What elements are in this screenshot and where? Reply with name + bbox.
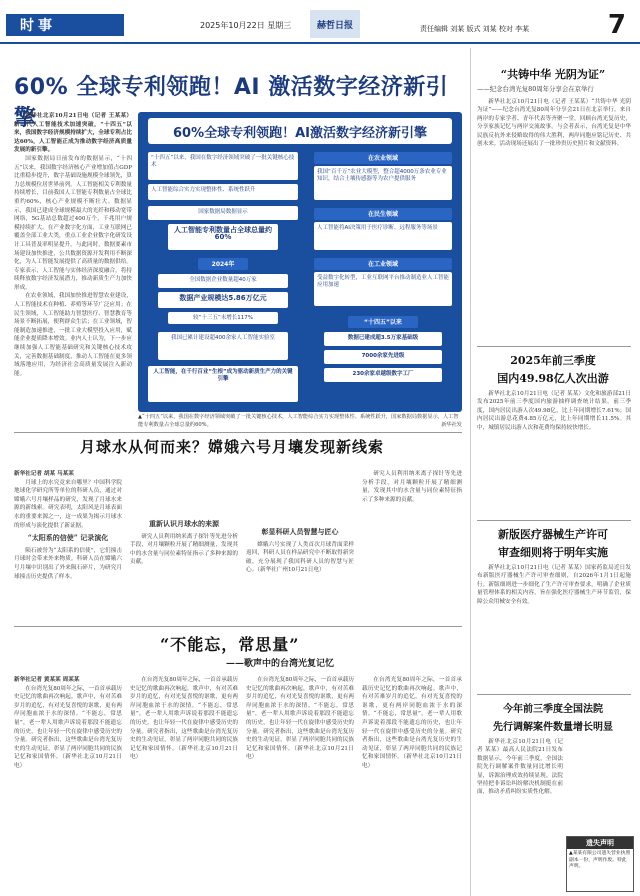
ig-left-item-4: 2024年 [198, 258, 248, 270]
ig-left-item-0: “十四五”以来，我国在数字经济领域突破了一批关键核心技术 [148, 152, 298, 180]
article3-text: 新华社北京10月21日电（记者 某某）国家药监局近日发布新版医疗器械生产许可审查细则，自2026年1月1日起施行。新版细则进一步细化了生产许可审查要求，明确了企业质量管理体系的相关内容，旨在强化医疗器械生产环节监管，保障公众用械安全有效。 [477, 565, 631, 605]
moon-headline: 月球水从何而来？嫦娥六号月壤发现新线索 [80, 438, 385, 456]
ig-left-item-8: 我国已累计建设超400余家人工智能实验室 [158, 332, 288, 360]
article1-body [477, 98, 631, 342]
article4-title-line2: 先行调解案件数量增长明显 [493, 722, 613, 733]
song-body: 在台湾光复80周年之际，一首首承载历史记忆的歌曲再次响起。歌声中，有对苦难岁月的追忆，有对光复喜悦的讴歌，更有两岸同胞血浓于水的深情。“不能忘，常思量”，老一辈人用歌声诉说着那段不能遗忘的历史，也让年轻一代在旋律中感受历史的分量。研究者指出，这些歌曲是台湾光复历史的生动见证，彰显了两岸同胞共同的民族记忆和家国情怀。（新华社北京10月21日电） [14, 685, 122, 769]
divider [14, 432, 462, 433]
moon-sub1: “太阳系的信使” 记录演化 [27, 533, 109, 543]
article2-title-line1: 2025年前三季度 [510, 354, 596, 367]
ig-head-industry: 在工业领域 [314, 258, 452, 270]
notice-title: 遗失声明 [567, 837, 633, 849]
ig-left-item-1: 人工智能综合实力实现整体性、系统性跃升 [148, 184, 298, 200]
article3-title-line2: 审查细则将于明年实施 [498, 546, 608, 559]
moon-sub3: 彰显科研人员智慧与匠心 [261, 527, 339, 536]
moon-col1 [14, 470, 122, 620]
ig-right-item-0: 我国“百千万”农业大模型，整合超4000万条农业专业知识，结合土壤传感器等为农户提供服务 [314, 166, 452, 200]
ig-right-item-3: 数据已建成超3.5万家基础级 [324, 332, 442, 346]
ig-left-item-6: 数据产业规模达5.86万亿元 [158, 292, 288, 308]
ig-head-14th-plan: “十四五”以来 [348, 316, 418, 328]
song-col4 [362, 676, 462, 890]
main-article-col1 [14, 112, 132, 432]
newspaper-logo [310, 10, 360, 38]
ig-left-item-2: 国家数据局数据显示 [148, 206, 298, 220]
ig-left-item-7: 较“十三五”末增长117% [168, 312, 278, 324]
divider [477, 694, 631, 695]
main-body-2: 在农业领域，我国加快推进智慧农业建设，人工智能技术在种植、养殖等环节广泛应用；在民生领域，人工智能助力智慧医疗、智慧教育等场景不断拓展，便利群众生活；在工业领域，智能制造加速推进，一批工业大模型投入应用，赋能企业提质降本增效。业内人士认为，下一步应继续加强人工智能基础研究和关键核心技术攻关，完善数据基础制度，推动人工智能在更多领域落地应用，为经济社会高质量发展注入新动能。 [14, 293, 132, 377]
article4-title-line1: 今年前三季度全国法院 [503, 704, 603, 715]
song-body-2: 在台湾光复80周年之际，一首首承载历史记忆的歌曲再次响起。歌声中，有对苦难岁月的追忆，有对光复喜悦的讴歌，更有两岸同胞血浓于水的深情。“不能忘，常思量”，老一辈人用歌声诉说着那段不能遗忘的历史，也让年轻一代在旋律中感受历史的分量。研究者指出，这些歌曲是台湾光复历史的生动见证，彰显了两岸同胞共同的民族记忆和家国情怀。（新华社北京10月21日电） [130, 677, 238, 761]
article4-body [477, 738, 563, 888]
logo-text: 赫哲日报 [316, 21, 353, 31]
article4-text: 新华社北京10月21日电（记者 某某）最高人民法院21日发布数据显示，今年前三季度，全国法院先行调解案件数量同比增长明显，诉源治理成效持续显现。法院坚持把非诉讼纠纷解决机制挺在前面，推动矛盾纠纷实质性化解。 [477, 739, 563, 796]
moon-sub2: 重新认识月球水的来源 [149, 519, 219, 528]
song-col2 [130, 676, 238, 890]
infographic-caption [138, 414, 462, 429]
divider [477, 346, 631, 347]
article2-text: 新华社北京10月21日电（记者 某某）文化和旅游部21日发布2025年前三季度国内旅游抽样调查统计结果。前三季度，国内居民出游人次49.98亿，比上年同期增长7.61%；国内居民出游总花费4.85万亿元，比上年同期增长11.5%。其中，城镇居民出游人次和花费均保持较快增长。 [477, 391, 631, 431]
moon-body4-cont: 研究人员利用纳米离子探针等先进分析手段，对月壤颗粒开展了精细测量，发现其中的水含量与同位素特征指示了多种来源的贡献。 [362, 471, 462, 503]
moon-body2: 陨石被誉为“太阳系的信使”，它们撞击月球时会带来外来物质。科研人员在嫦娥六号月壤中识别出了外来陨石碎片，为研究月球撞击历史提供了样本。 [14, 547, 122, 580]
article1-subtitle: ——纪念台湾光复80周年分享会在京举行 [477, 85, 594, 93]
lost-notice [566, 836, 634, 892]
infographic-title: 60%全球专利领跑！AI激活数字经济新引擎 [148, 118, 452, 144]
song-byline: 新华社记者 黄某某 周某某 [14, 677, 80, 683]
main-headline: 60% 全球专利领跑！AI 激活数字经济新引擎 [14, 75, 449, 131]
song-body-3: 在台湾光复80周年之际，一首首承载历史记忆的歌曲再次响起。歌声中，有对苦难岁月的追忆，有对光复喜悦的讴歌，更有两岸同胞血浓于水的深情。“不能忘，常思量”，老一辈人用歌声诉说着那段不能遗忘的历史，也让年轻一代在旋律中感受历史的分量。研究者指出，这些歌曲是台湾光复历史的生动见证，彰显了两岸同胞共同的民族记忆和家国情怀。（新华社北京10月21日电） [246, 677, 354, 761]
ig-left-item-5: 全国数据企业数量超40万家 [158, 274, 288, 288]
ig-right-item-4: 7000余家先进级 [324, 350, 442, 364]
header-date: 2025年10月22日 星期三 [200, 21, 292, 30]
ig-head-agriculture: 在农业领域 [314, 152, 452, 164]
article3-body [477, 564, 631, 690]
moon-body: 月球上的水究竟来自哪里？中国科学院地球化学研究所等单位的科研人员，通过对嫦娥六号月壤样品的研究，发现了月球水来源的新线索。研究表明，太阳风是月球表面水的重要来源之一，这一成果为揭示月球水的形成与演化提供了新证据。 [14, 479, 122, 529]
ig-head-livelihood: 在民生领域 [314, 208, 452, 220]
moon-col4 [362, 470, 462, 620]
moon-body3: 研究人员利用纳米离子探针等先进分析手段，对月壤颗粒开展了精细测量，发现其中的水含量与同位素特征指示了多种来源的贡献。 [130, 533, 238, 566]
article2-body [477, 390, 631, 516]
ig-left-item-3: 人工智能专利数量占全球总量约60% [168, 224, 278, 250]
right-column [470, 48, 634, 896]
moon-col3 [246, 470, 354, 620]
song-headline: “不能忘，常思量” [160, 635, 300, 654]
divider [477, 520, 631, 521]
article3-title-line1: 新版医疗器械生产许可 [498, 528, 608, 541]
page-number: 7 [607, 10, 626, 40]
editor-credits: 责任编辑 刘某 版式 刘某 校对 李某 [420, 25, 530, 33]
ig-right-item-5: 230余家卓越级数字工厂 [324, 368, 442, 382]
infographic [138, 112, 462, 412]
song-subhead: ——歌声中的台湾光复记忆 [226, 659, 335, 669]
song-body-4: 在台湾光复80周年之际，一首首承载历史记忆的歌曲再次响起。歌声中，有对苦难岁月的追忆，有对光复喜悦的讴歌，更有两岸同胞血浓于水的深情。“不能忘，常思量”，老一辈人用歌声诉说着那段不能遗忘的历史，也让年轻一代在旋律中感受历史的分量。研究者指出，这些歌曲是台湾光复历史的生动见证，彰显了两岸同胞共同的民族记忆和家国情怀。（新华社北京10月21日电） [362, 677, 462, 769]
main-lead: 新华社北京10月21日电（记者 王某某）新一代人工智能技术加速突破，“十四五”以来，我国数字经济规模持续扩大，全球专利占比达60%，人工智能正成为推动数字经济高质量发展的新引擎。 [14, 113, 132, 154]
divider [14, 626, 462, 627]
article2-title-line2: 国内49.98亿人次出游 [497, 372, 609, 385]
moon-col2 [130, 470, 238, 620]
ig-right-item-2: 受益数字化转型，工业互联网平台推动制造业人工智能应用加速 [314, 272, 452, 306]
song-col3 [246, 676, 354, 890]
masthead [0, 0, 640, 44]
main-body-1: 国家数据局日前发布的数据显示，“十四五”以来，我国数字经济核心产业增加值占GDP比重稳步提升，数字基础设施规模全球领先，算力总规模位居世界前列。人工智能相关专利数量持续增长，目前我国人工智能专利数量占全球比重约60%，核心产业规模不断壮大。数据显示，我国已建成全球规模最大的光纤和移动宽带网络，5G基站总数超过400万个，千兆用户规模持续扩大。在产业数字化方面，工业互联网已覆盖全部工业大类，重点工业企业数字化研发设计工具普及率明显提升。与此同时，数据要素市场建设加快推进，公共数据资源开发利用不断深化，为人工智能发展提供了高质量的数据供给。专家表示，人工智能与实体经济深度融合，将持续释放数字经济发展潜力，推动新质生产力加快形成。 [14, 155, 132, 291]
caption-text: ▲“十四五”以来，我国在数字经济领域突破了一批关键核心技术，人工智能综合实力实现整体性、系统性跃升，国家数据局数据显示，人工智能专利数量占全球总量约60%。 [138, 414, 459, 428]
article1-text: 新华社北京10月21日电（记者 王某某）“共铸中华 光阴为证”——纪念台湾光复80周年分享会21日在北京举行。来自两岸的专家学者、青年代表等齐聚一堂，回顾台湾光复历史，分享家族记忆与两岸交流故事。与会者表示，台湾光复是中华民族反抗外来侵略取得的伟大胜利，两岸同胞应铭记历史、共创未来。活动现场还展出了一批珍贵历史照片和文献资料。 [477, 99, 631, 148]
notice-body: ▲某某有限公司遗失营业执照副本一份，声明作废。特此声明。 [569, 851, 631, 870]
section-tab: 时事 [6, 14, 124, 36]
moon-body4: 嫦娥六号实现了人类首次月球背面采样返回，科研人员在样品研究中不断取得新突破，充分展现了我国科研人员的智慧与匠心。（新华社广州10月21日电） [246, 541, 354, 574]
song-col1 [14, 676, 122, 890]
article1-title: “共铸中华 光阴为证” [500, 68, 606, 81]
caption-credit: 新华社发 [441, 421, 462, 428]
ig-left-item-9: 人工智能，在千行百业“生根”成为驱动新质生产力的关键引擎 [148, 366, 298, 402]
moon-byline: 新华社记者 胡某 马某某 [14, 471, 74, 477]
ig-right-item-1: 人工智能将AI决策用于医疗诊断、远程服务等场景 [314, 222, 452, 250]
